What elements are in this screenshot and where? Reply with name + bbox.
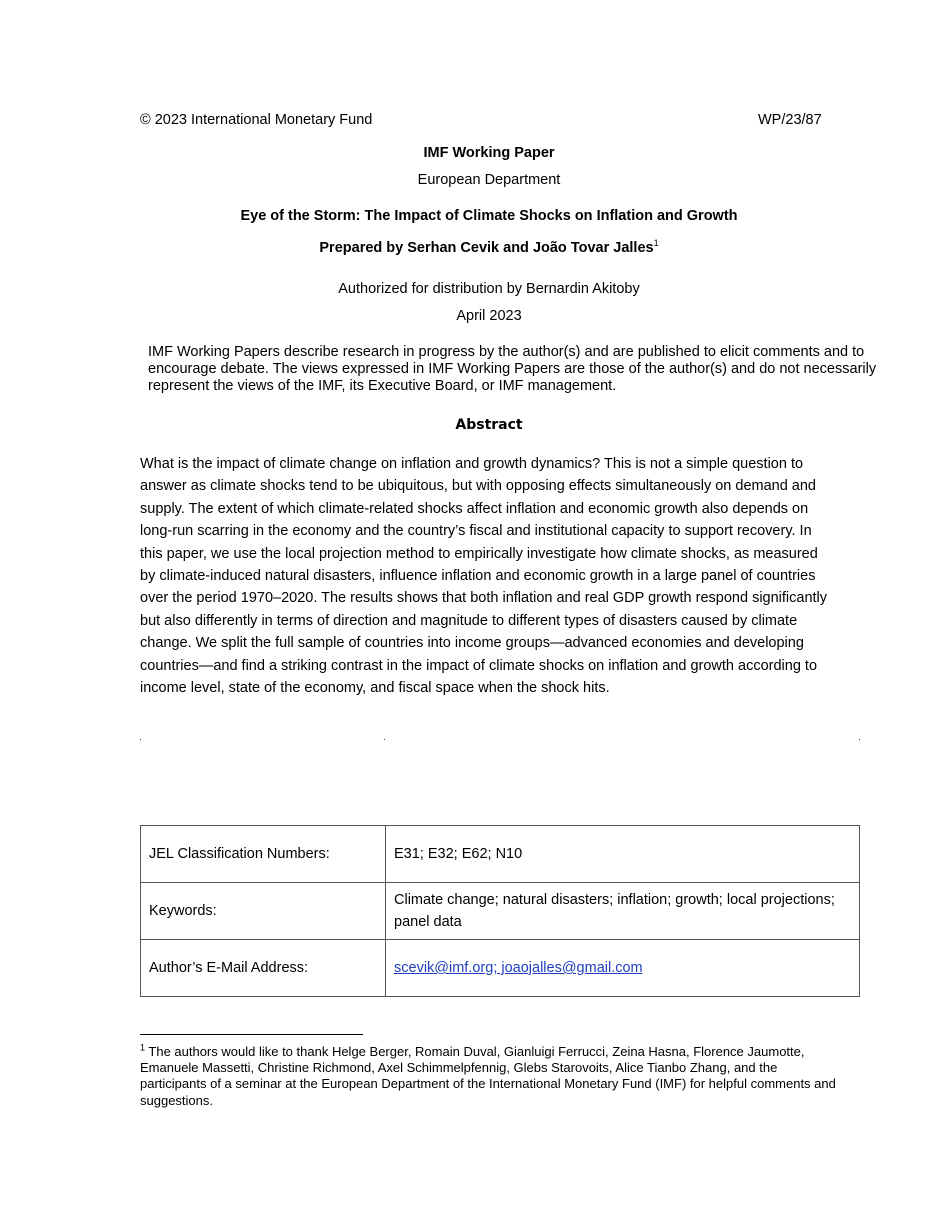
email-link[interactable]: scevik@imf.org; joaojalles@gmail.com — [394, 960, 643, 976]
keywords-value: Climate change; natural disasters; inflation; growth; local projections; panel data — [386, 883, 860, 940]
publication-date: April 2023 — [456, 308, 522, 324]
table-row — [141, 883, 860, 940]
disclaimer: IMF Working Papers describe research in progress by the author(s) and are published to elicit comments and to encourage debate. The views expressed in IMF Working Papers are those of the author(s) and do not necessarily represent the views of the IMF, its Executive Board, or IMF management. — [148, 344, 877, 394]
department: European Department — [417, 172, 561, 188]
email-label: Author’s E-Mail Address: — [141, 940, 386, 997]
footnote — [140, 1044, 840, 1109]
table-row — [141, 940, 860, 997]
authors: Prepared by Serhan Cevik and João Tovar Jalles — [319, 240, 654, 256]
jel-value: E31; E32; E62; N10 — [386, 826, 860, 883]
abstract-heading: Abstract — [455, 417, 523, 433]
copyright-notice: © 2023 International Monetary Fund — [140, 112, 373, 128]
email-cell — [386, 940, 860, 997]
authorized-by: Authorized for distribution by Bernardin Akitoby — [338, 281, 640, 297]
abstract-text: What is the impact of climate change on inflation and growth dynamics? This is not a simple question to answer as climate shocks tend to be ubiquitous, but with opposing effects simultaneously on demand and supply. The extent of which climate-related shocks affect inflation and economic growth also depends on long-run scarring in the economy and the country’s fiscal and institutional capacity to support recovery. In this paper, we use the local projection method to empirically investigate how climate shocks, as measured by climate-induced natural disasters, influence inflation and economic growth in a large panel of countries over the period 1970–2020. The results shows that both inflation and real GDP growth respond significantly but also differently in terms of direction and magnitude to different types of disasters caused by climate change. We split the full sample of countries into income groups—advanced economies and developing countries—and find a striking contrast in the impact of climate shocks on inflation and growth according to income level, state of the economy, and fiscal space when the shock hits. — [140, 456, 828, 697]
authors-line — [0, 240, 950, 256]
jel-label: JEL Classification Numbers: — [141, 826, 386, 883]
paper-title: Eye of the Storm: The Impact of Climate Shocks on Inflation and Growth — [240, 208, 738, 224]
footnote-ref[interactable]: 1 — [653, 238, 659, 249]
paper-number: WP/23/87 — [758, 112, 822, 128]
footnote-text: The authors would like to thank Helge Berger, Romain Duval, Gianluigi Ferrucci, Zeina Hasna, Florence Jaumotte, Emanuele Massetti, Christine Richmond, Axel Schimmelpfennig, Glebs Starovoits, Alice Tianbo Zhang, and the participants of a seminar at the European Department of the International Monetary Fund (IMF) for helpful comments and suggestions. — [140, 1044, 836, 1108]
keywords-label: Keywords: — [141, 883, 386, 940]
footnote-divider — [140, 1034, 363, 1035]
info-table — [140, 825, 860, 997]
series-title: IMF Working Paper — [423, 145, 555, 161]
footnote-mark: 1 — [140, 1042, 146, 1053]
table-row — [141, 826, 860, 883]
